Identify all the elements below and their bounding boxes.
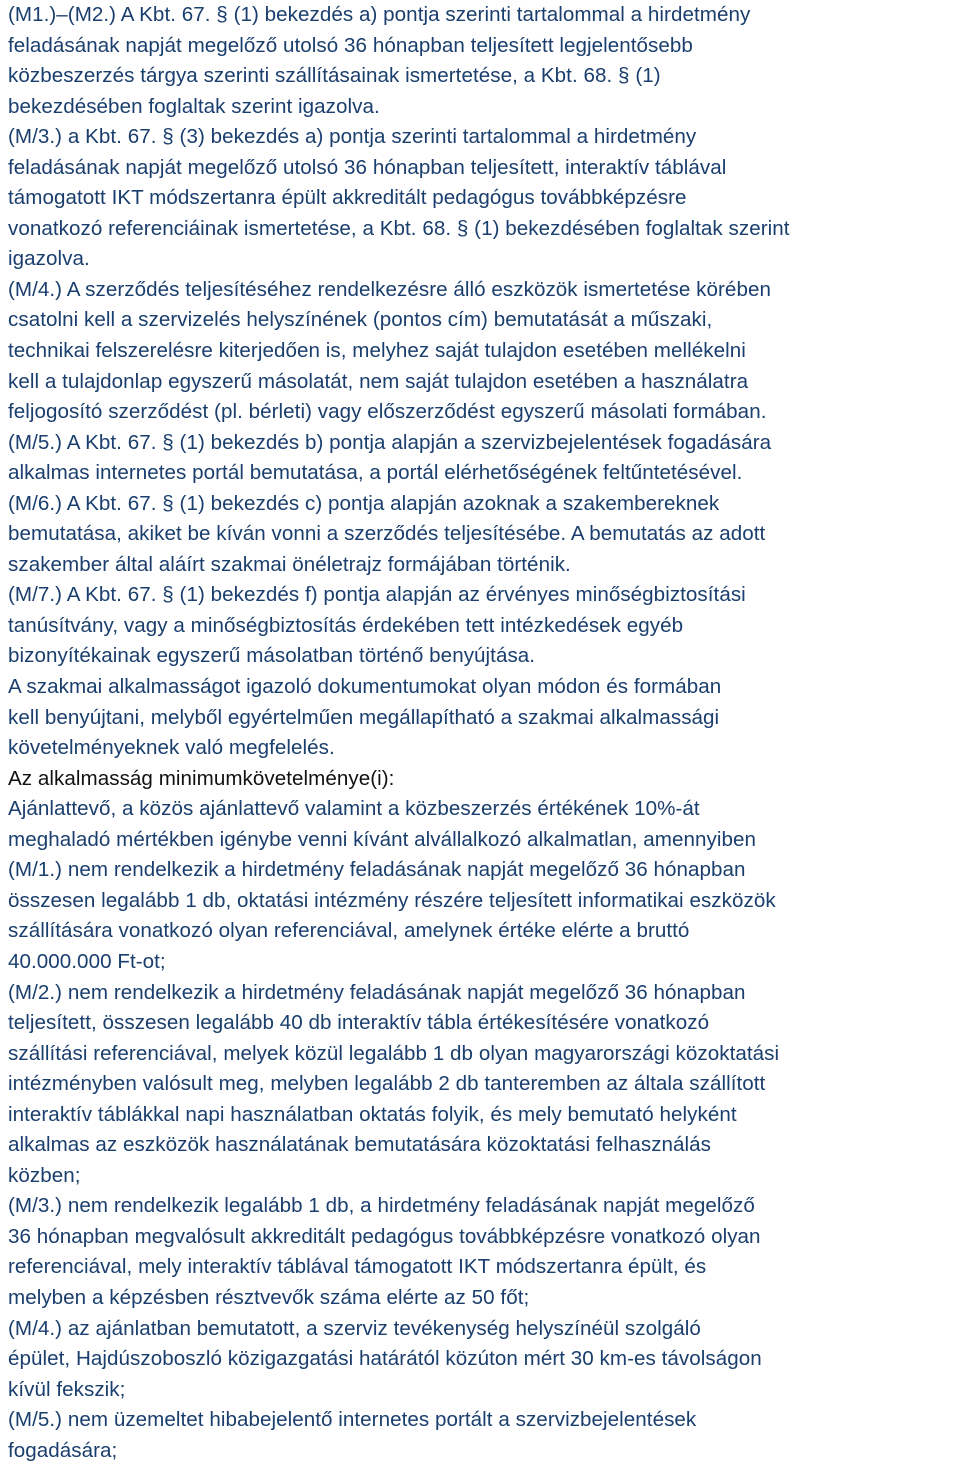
text-line: szakember által aláírt szakmai önéletrajz formájában történik. [8, 552, 571, 576]
text-line: melyben a képzésben résztvevők száma elérte az 50 főt; [8, 1285, 530, 1309]
text-line: szállítására vonatkozó olyan referenciával, amelynek értéke elérte a bruttó [8, 919, 690, 943]
text-line: (M/7.) A Kbt. 67. § (1) bekezdés f) pontja alapján az érvényes minőségbiztosítási [8, 583, 746, 607]
text-line: alkalmas internetes portál bemutatása, a portál elérhetőségének feltűntetésével. [8, 461, 743, 485]
text-line: (M/4.) A szerződés teljesítéséhez rendelkezésre álló eszközök ismertetése körében [8, 277, 771, 301]
text-line: feladásának napját megelőző utolsó 36 hónapban teljesített, interaktív táblával [8, 155, 727, 179]
text-line: közbeszerzés tárgya szerinti szállításainak ismertetése, a Kbt. 68. § (1) [8, 64, 661, 88]
text-line: (M/2.) nem rendelkezik a hirdetmény feladásának napját megelőző 36 hónapban [8, 980, 746, 1004]
text-line: intézményben valósult meg, melyben legalább 2 db tanteremben az általa szállított [8, 1072, 766, 1096]
text-line: feljogosító szerződést (pl. bérleti) vagy előszerződést egyszerű másolati formában. [8, 400, 767, 424]
text-line: referenciával, mely interaktív táblával támogatott IKT módszertanra épült, és [8, 1255, 707, 1279]
text-line: (M/3.) nem rendelkezik legalább 1 db, a hirdetmény feladásának napját megelőző [8, 1194, 755, 1218]
text-line: fogadására; [8, 1438, 118, 1462]
text-line: technikai felszerelésre kiterjedően is, melyhez saját tulajdon esetében mellékelni [8, 339, 746, 363]
text-line: kell a tulajdonlap egyszerű másolatát, nem saját tulajdon esetében a használatra [8, 369, 749, 393]
text-line: támogatott IKT módszertanra épült akkreditált pedagógus továbbképzésre [8, 186, 687, 210]
text-line: vonatkozó referenciáinak ismertetése, a Kbt. 68. § (1) bekezdésében foglaltak szerint [8, 216, 790, 240]
text-line: A szakmai alkalmasságot igazoló dokumentumokat olyan módon és formában [8, 675, 722, 699]
text-line: bekezdésében foglaltak szerint igazolva. [8, 94, 380, 118]
text-line: összesen legalább 1 db, oktatási intézmény részére teljesített informatikai eszközök [8, 888, 776, 912]
text-line: (M/6.) A Kbt. 67. § (1) bekezdés c) pontja alapján azoknak a szakembereknek [8, 491, 720, 515]
text-line: tanúsítvány, vagy a minőségbiztosítás érdekében tett intézkedések egyéb [8, 613, 684, 637]
text-line: 36 hónapban megvalósult akkreditált pedagógus továbbképzésre vonatkozó olyan [8, 1224, 761, 1248]
section-heading: Az alkalmasság minimumkövetelménye(i): [8, 766, 395, 790]
text-line: (M/4.) az ajánlatban bemutatott, a szerviz tevékenység helyszínéül szolgáló [8, 1316, 701, 1340]
text-line: kell benyújtani, melyből egyértelműen megállapítható a szakmai alkalmassági [8, 705, 720, 729]
text-line: igazolva. [8, 247, 90, 271]
text-line: teljesített, összesen legalább 40 db interaktív tábla értékesítésére vonatkozó [8, 1011, 710, 1035]
text-line: meghaladó mértékben igénybe venni kívánt alvállalkozó alkalmatlan, amennyiben [8, 827, 756, 851]
text-line: Ajánlattevő, a közös ajánlattevő valamint a közbeszerzés értékének 10%-át [8, 797, 700, 821]
text-line: (M/3.) a Kbt. 67. § (3) bekezdés a) pontja szerinti tartalommal a hirdetmény [8, 125, 697, 149]
text-line: szállítási referenciával, melyek közül legalább 1 db olyan magyarországi közoktatási [8, 1041, 780, 1065]
text-line: (M/5.) nem üzemeltet hibabejelentő internetes portált a szervizbejelentések [8, 1408, 697, 1432]
text-line: (M/5.) A Kbt. 67. § (1) bekezdés b) pontja alapján a szervizbejelentések fogadására [8, 430, 772, 454]
text-line: bizonyítékainak egyszerű másolatban történő benyújtása. [8, 644, 536, 668]
text-line: interaktív táblákkal napi használatban oktatás folyik, és mely bemutató helyként [8, 1102, 737, 1126]
text-line: követelményeknek való megfelelés. [8, 736, 335, 760]
text-line: (M/1.) nem rendelkezik a hirdetmény feladásának napját megelőző 36 hónapban [8, 858, 746, 882]
text-line: alkalmas az eszközök használatának bemutatására közoktatási felhasználás [8, 1133, 712, 1157]
text-line: csatolni kell a szervizelés helyszínének (pontos cím) bemutatását a műszaki, [8, 308, 713, 332]
text-line: közben; [8, 1163, 81, 1187]
text-line: kívül fekszik; [8, 1377, 126, 1401]
text-line: feladásának napját megelőző utolsó 36 hónapban teljesített legjelentősebb [8, 33, 693, 57]
text-line: épület, Hajdúszoboszló közigazgatási határától közúton mért 30 km-es távolságon [8, 1347, 762, 1371]
text-line: bemutatása, akiket be kíván vonni a szerződés teljesítésébe. A bemutatás az adott [8, 522, 766, 546]
text-line: (M1.)–(M2.) A Kbt. 67. § (1) bekezdés a) pontja szerinti tartalommal a hirdetmény [8, 3, 751, 26]
text-line: 40.000.000 Ft-ot; [8, 949, 166, 973]
